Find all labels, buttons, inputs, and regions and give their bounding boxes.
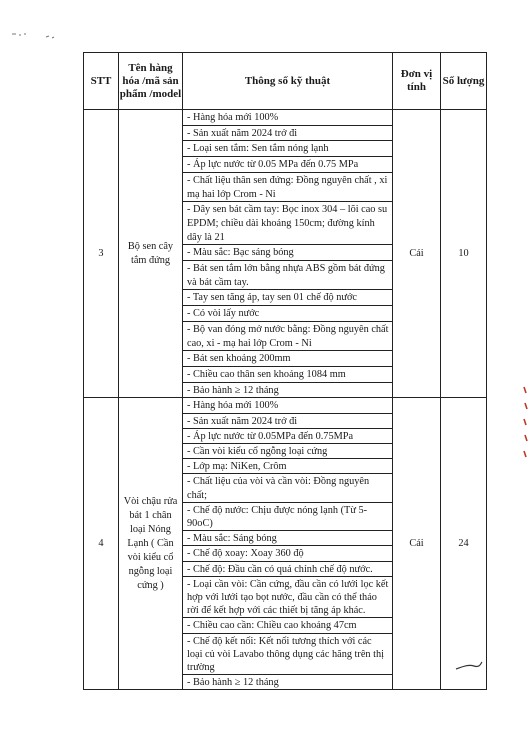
row-stt: 4 <box>84 398 119 690</box>
table-row <box>84 398 487 690</box>
spec-line: - Áp lực nước từ 0.05 MPa đến 0.75 MPa <box>183 157 392 173</box>
spec-line: - Chất liệu thân sen đứng: Đồng nguyên chất , xi mạ hai lớp Crom - Ni <box>183 173 392 202</box>
spec-line: - Chiều cao cần: Chiều cao khoảng 47cm <box>183 618 392 633</box>
spec-line: - Sản xuất năm 2024 trở đi <box>183 126 392 142</box>
spec-line: - Màu sắc: Bạc sáng bóng <box>183 245 392 261</box>
table-row <box>84 110 487 398</box>
spec-line: - Loại sen tắm: Sen tắm nóng lạnh <box>183 141 392 157</box>
spec-line: - Chất liệu của vòi và cần vòi: Đồng nguyên chất; <box>183 474 392 502</box>
row-unit: Cái <box>393 398 441 690</box>
spec-line: - Dây sen bát cầm tay: Bọc inox 304 – lõi cao su EPDM; chiều dài khoảng 150cm; đường kính dây là 21 <box>183 202 392 245</box>
header-quantity: Số lượng <box>441 53 487 110</box>
scan-mark <box>10 28 60 42</box>
spec-line: - Áp lực nước từ 0.05MPa đến 0.75MPa <box>183 429 392 444</box>
spec-line: - Có vòi lấy nước <box>183 306 392 322</box>
spec-line: - Lớp mạ: NiKen, Crôm <box>183 459 392 474</box>
header-unit: Đơn vị tính <box>393 53 441 110</box>
spec-line: - Bảo hành ≥ 12 tháng <box>187 677 279 689</box>
spec-line: - Tay sen tăng áp, tay sen 01 chế độ nước <box>183 290 392 306</box>
row-stt: 3 <box>84 110 119 398</box>
spec-line: - Chế độ xoay: Xoay 360 độ <box>183 546 392 561</box>
row-quantity: 10 <box>441 110 487 398</box>
spec-line: - Sản xuất năm 2024 trở đi <box>183 414 392 429</box>
table-header-row <box>84 53 487 110</box>
product-name-text: Bộ sen cây tắm đứng <box>127 240 174 266</box>
spec-line: - Chế độ nước: Chịu được nóng lạnh (Từ 5-90oC) <box>183 503 392 531</box>
spec-line: - Hàng hóa mới 100% <box>183 110 392 126</box>
spec-line: - Loại cần vòi: Cần cứng, đầu cần có lưới lọc kết hợp với lưới tạo bọt nước, đầu cần có thể tháo rời để kết hợp với các thiết bị tăng áp khác. <box>183 577 392 619</box>
row-quantity: 24 <box>441 398 487 690</box>
row-specifications <box>183 110 393 398</box>
spec-line: - Bát sen tắm lớn bằng nhựa ABS gồm bát đứng và bát cầm tay. <box>183 261 392 290</box>
header-product-name: Tên hàng hóa /mã sản phẩm /model <box>119 53 183 110</box>
spec-line: - Bộ van đóng mở nước bằng: Đồng nguyên chất cao, xi - mạ hai lớp Crom - Ni <box>183 322 392 351</box>
spec-line: - Cần vòi kiểu cổ ngỗng loại cứng <box>183 444 392 459</box>
row-product-name <box>119 398 183 690</box>
product-name-text: Vòi chậu rửa bát 1 chân loại Nóng Lạnh ( Cần vòi kiểu cổ ngỗng loại cứng ) <box>123 495 178 591</box>
red-stamp-edge <box>521 385 529 465</box>
spec-line: - Hàng hóa mới 100% <box>183 398 392 413</box>
row-unit: Cái <box>393 110 441 398</box>
spec-line: - Bảo hành ≥ 12 tháng <box>187 384 279 396</box>
spec-line: - Bát sen khoảng 200mm <box>183 351 392 367</box>
handwritten-mark <box>454 660 484 672</box>
row-product-name <box>119 110 183 398</box>
spec-line: - Màu sắc: Sáng bóng <box>183 531 392 546</box>
row-specifications <box>183 398 393 690</box>
header-stt: STT <box>84 53 119 110</box>
spec-line: - Chiều cao thân sen khoảng 1084 mm <box>183 367 392 383</box>
spec-line: - Chế độ: Đầu cần có quả chỉnh chế độ nước. <box>183 562 392 577</box>
product-spec-table <box>83 52 487 690</box>
spec-line: - Chế độ kết nối: Kết nối tương thích với các loại củ vòi Lavabo thông dụng các hãng trên thị trường <box>183 634 392 676</box>
header-specifications: Thông số kỹ thuật <box>183 53 393 110</box>
